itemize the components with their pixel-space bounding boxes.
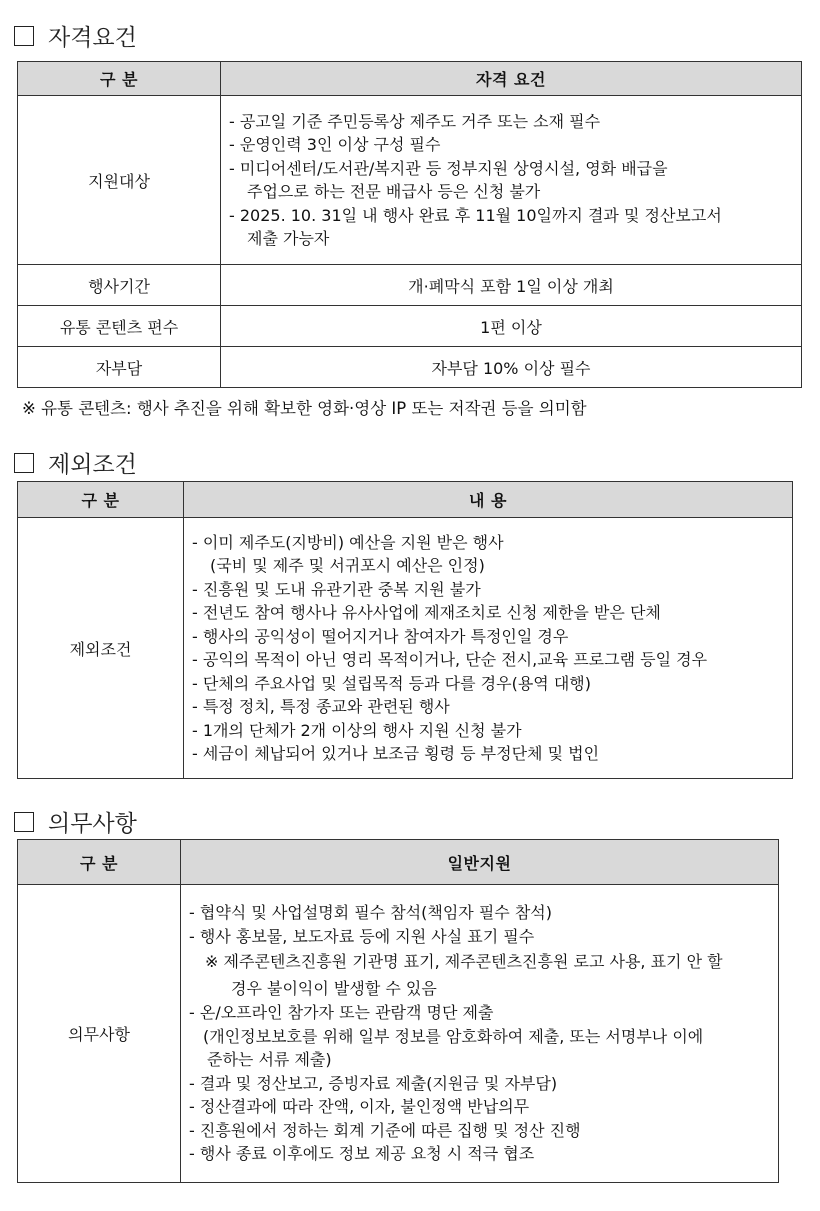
list-item: - 행사의 공익성이 떨어지거나 참여자가 특정인일 경우 xyxy=(192,626,569,646)
list-item: - 진흥원에서 정하는 회계 기준에 따른 집행 및 정산 진행 xyxy=(189,1120,581,1140)
section-title: 의무사항 xyxy=(48,811,137,837)
list-item: - 온/오프라인 참가자 또는 관람객 명단 제출 xyxy=(189,1003,494,1023)
section-heading-exclusions xyxy=(14,446,137,479)
section-heading-eligibility xyxy=(14,19,137,52)
checkbox-icon xyxy=(14,812,34,832)
row-value: 개·폐막식 포함 1일 이상 개최 xyxy=(221,265,802,306)
row-content xyxy=(221,96,802,265)
list-item-note: ※ 제주콘텐츠진흥원 기관명 표기, 제주콘텐츠진흥원 로고 사용, 표기 안 할 xyxy=(205,952,723,972)
row-content xyxy=(184,518,793,779)
header-col-category: 구 분 xyxy=(18,482,184,518)
row-content xyxy=(181,885,779,1183)
checkbox-icon xyxy=(14,26,34,46)
table-row xyxy=(18,96,802,265)
row-label: 유통 콘텐츠 편수 xyxy=(18,306,221,347)
list-item: 준하는 서류 제출) xyxy=(207,1050,332,1070)
list-item: - 행사 홍보물, 보도자료 등에 지원 사실 표기 필수 xyxy=(189,926,535,946)
eligibility-table xyxy=(17,61,802,388)
table-row xyxy=(18,347,802,388)
table-header-row xyxy=(18,482,793,518)
section-heading-obligations xyxy=(14,805,137,838)
row-label: 제외조건 xyxy=(18,518,184,779)
checkbox-icon xyxy=(14,453,34,473)
table-header-row xyxy=(18,62,802,96)
list-item: - 운영인력 3인 이상 구성 필수 xyxy=(229,135,441,154)
row-value: 자부담 10% 이상 필수 xyxy=(221,347,802,388)
list-item: - 공고일 기준 주민등록상 제주도 거주 또는 소재 필수 xyxy=(229,111,601,131)
obligations-table xyxy=(17,839,779,1183)
list-item-note: 경우 불이익이 발생할 수 있음 xyxy=(231,979,437,999)
list-item: - 2025. 10. 31일 내 행사 완료 후 11월 10일까지 결과 및 정산보고서 xyxy=(229,205,722,225)
list-item: - 전년도 참여 행사나 유사사업에 제재조치로 신청 제한을 받은 단체 xyxy=(192,603,661,622)
list-item: - 공익의 목적이 아닌 영리 목적이거나, 단순 전시,교육 프로그램 등일 경우 xyxy=(192,650,708,669)
table-row xyxy=(18,265,802,306)
list-item: 주업으로 하는 전문 배급사 등은 신청 불가 xyxy=(247,182,541,201)
list-item: 제출 가능자 xyxy=(247,229,330,248)
header-col-general-support: 일반지원 xyxy=(181,840,779,885)
list-item: - 행사 종료 이후에도 정보 제공 요청 시 적극 협조 xyxy=(189,1144,535,1164)
header-col-category: 구 분 xyxy=(18,840,181,885)
section-title: 제외조건 xyxy=(48,452,137,478)
exclusions-table xyxy=(17,481,793,779)
list-item: - 세금이 체납되어 있거나 보조금 횡령 등 부정단체 및 법인 xyxy=(192,744,600,763)
list-item: - 미디어센터/도서관/복지관 등 정부지원 상영시설, 영화 배급을 xyxy=(229,158,668,178)
section-title: 자격요건 xyxy=(48,25,137,51)
list-item: - 협약식 및 사업설명회 필수 참석(책임자 필수 참석) xyxy=(189,903,552,923)
row-value: 1편 이상 xyxy=(221,306,802,347)
table-row xyxy=(18,518,793,779)
list-item: - 진흥원 및 도내 유관기관 중복 지원 불가 xyxy=(192,579,481,599)
table-header-row xyxy=(18,840,779,885)
footnote: ※ 유통 콘텐츠: 행사 추진을 위해 확보한 영화·영상 IP 또는 저작권 등을 의미함 xyxy=(22,399,587,418)
table-row xyxy=(18,885,779,1183)
list-item: (개인정보보호를 위해 일부 정보를 암호화하여 제출, 또는 서명부나 이에 xyxy=(203,1026,704,1046)
list-item: - 정산결과에 따라 잔액, 이자, 불인정액 반납의무 xyxy=(189,1097,530,1117)
list-item: - 1개의 단체가 2개 이상의 행사 지원 신청 불가 xyxy=(192,720,522,740)
row-label: 자부담 xyxy=(18,347,221,388)
header-col-requirements: 자격 요건 xyxy=(221,62,802,96)
list-item: - 특정 정치, 특정 종교와 관련된 행사 xyxy=(192,697,450,716)
row-label: 행사기간 xyxy=(18,265,221,306)
list-item: - 단체의 주요사업 및 설립목적 등과 다를 경우(용역 대행) xyxy=(192,673,591,693)
table-row xyxy=(18,306,802,347)
header-col-content: 내 용 xyxy=(184,482,793,518)
list-item: - 결과 및 정산보고, 증빙자료 제출(지원금 및 자부담) xyxy=(189,1073,558,1093)
list-item: (국비 및 제주 및 서귀포시 예산은 인정) xyxy=(210,556,485,575)
row-label: 의무사항 xyxy=(18,885,181,1183)
header-col-category: 구 분 xyxy=(18,62,221,96)
list-item: - 이미 제주도(지방비) 예산을 지원 받은 행사 xyxy=(192,532,504,552)
row-label: 지원대상 xyxy=(18,96,221,265)
